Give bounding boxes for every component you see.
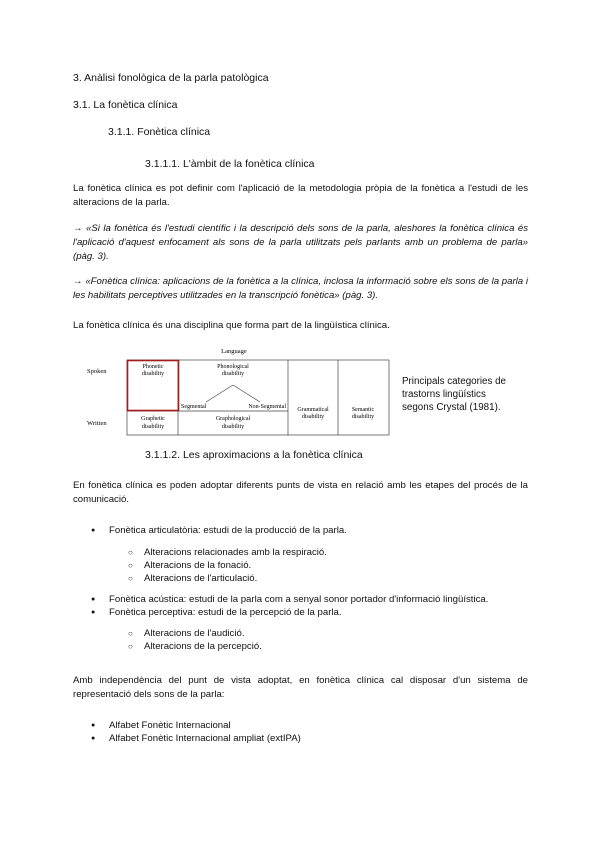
label-language: Language — [221, 348, 247, 355]
sublist-perceptual — [128, 627, 508, 653]
label-phonological: Phonological — [217, 364, 249, 370]
list-item: ○ Alteracions de la fonació. — [128, 559, 508, 572]
paragraph-definition: La fonètica clínica es pot definir com l'aplicació de la metodologia pròpia de la fonètica a l'estudi de les alteracions de la parla. — [73, 183, 528, 208]
heading-section-3-1-1-1: 3.1.1.1. L'àmbit de la fonètica clínica — [145, 158, 315, 170]
figure-caption: Principals categories de trastorns lingüístics segons Crystal (1981). — [402, 376, 507, 413]
list-item: ● Alfabet Fonètic Internacional ampliat (extIPA) — [91, 732, 531, 745]
label-non-segmental: Non-Segmental — [248, 404, 286, 410]
list-item: ○ Alteracions de l'articulació. — [128, 572, 508, 585]
heading-section-3-1-1: 3.1.1. Fonètica clínica — [108, 126, 211, 138]
list-item: ● Fonètica acústica: estudi de la parla com a senyal sonor portador d'informació lingüística. — [91, 593, 531, 606]
label-phonetic: Phonetic — [142, 364, 164, 370]
list-item: ○ Alteracions de l'audició. — [128, 627, 508, 640]
label-graphetic: Graphetic — [141, 416, 165, 422]
quote-2: → «Fonètica clínica: aplicacions de la fonètica a la clínica, inclosa la informació sobre els sons de la parla i les habilitats perceptives utilitzades en la transcripció fonètica» (pàg. 3). — [73, 276, 528, 301]
paragraph-viewpoints: En fonètica clínica es poden adoptar diferents punts de vista en relació amb les etapes del procés de la comunicació. — [73, 480, 528, 505]
heading-section-3: 3. Anàlisi fonològica de la parla patològica — [73, 72, 269, 84]
heading-section-3-1-1-2: 3.1.1.2. Les aproximacions a la fonètica clínica — [145, 449, 363, 461]
quote-1: → «Si la fonètica és l'estudi científic i la descripció dels sons de la parla, aleshores la fonètica clínica és l'aplicació d'aquest enfocament als sons de la parla utilitzats pels parlants amb un problema de parla» (pàg. 3). — [73, 223, 528, 262]
list-item: ○ Alteracions de la percepció. — [128, 640, 508, 653]
list-item: ● Fonètica perceptiva: estudi de la percepció de la parla. — [91, 606, 531, 619]
figure-frame — [127, 360, 389, 435]
paragraph-representation: Amb independència del punt de vista adoptat, en fonètica clínica cal disposar d'un sistema de representació dels sons de la parla: — [73, 675, 528, 700]
label-written: Written — [87, 420, 107, 427]
bullet-list-alphabets — [91, 719, 531, 745]
label-graphetic-disability: disability — [141, 424, 165, 430]
label-phonological-disability: disability — [221, 371, 245, 377]
paragraph-discipline: La fonètica clínica és una disciplina que forma part de la lingüística clínica. — [73, 320, 390, 331]
bullet-list-acoustic-perceptual — [91, 593, 531, 619]
label-spoken: Spoken — [87, 368, 107, 375]
list-item: ● Fonètica articulatòria: estudi de la producció de la parla. — [91, 524, 531, 537]
label-phonetic-disability: disability — [141, 371, 165, 377]
label-grammatical: Grammatical — [297, 407, 329, 413]
label-semantic-disability: disability — [351, 414, 375, 420]
heading-section-3-1: 3.1. La fonètica clínica — [73, 99, 178, 111]
label-segmental: Segmental — [181, 404, 207, 410]
crystal-disorders-figure — [82, 342, 392, 438]
list-item: ● Alfabet Fonètic Internacional — [91, 719, 531, 732]
label-semantic: Semantic — [351, 407, 375, 413]
list-item: ○ Alteracions relacionades amb la respiració. — [128, 546, 508, 559]
sublist-articulatory — [128, 546, 508, 585]
bullet-list-articulatory — [91, 524, 531, 537]
label-graphological-disability: disability — [221, 424, 245, 430]
label-grammatical-disability: disability — [301, 414, 325, 420]
label-graphological: Graphological — [215, 416, 251, 422]
